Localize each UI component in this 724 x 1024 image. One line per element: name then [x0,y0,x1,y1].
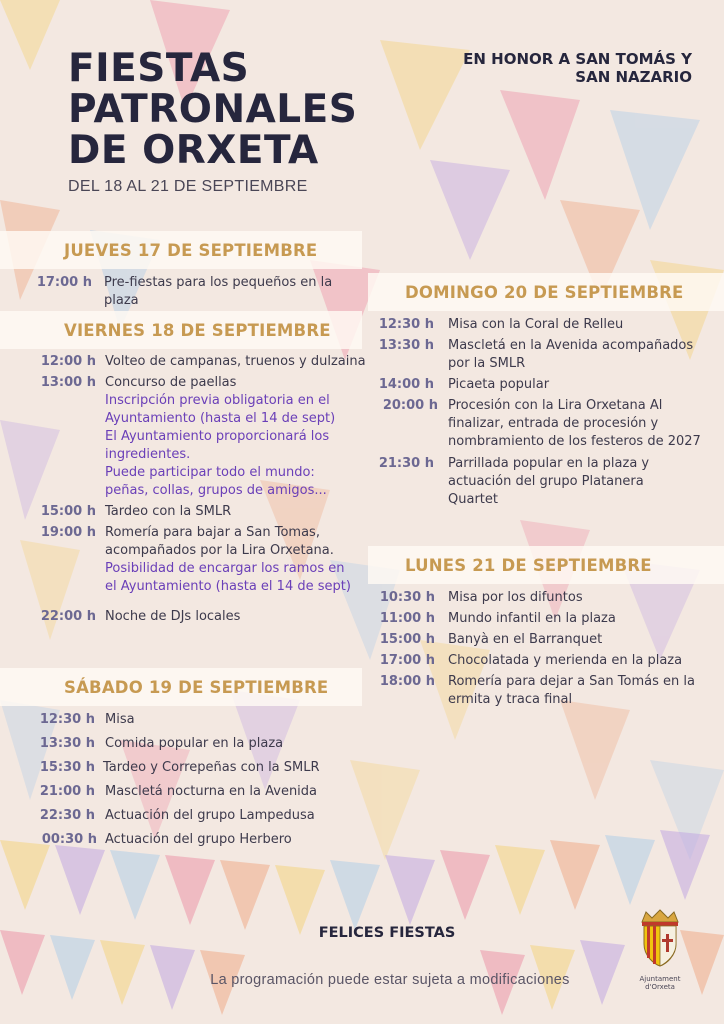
event-item [30,524,368,596]
event-text: Comida popular en la plaza [105,736,284,751]
event-text: Misa [105,712,135,727]
event-item [30,711,360,729]
event-text: Mascletá nocturna en la Avenida [105,784,318,799]
event-text: Tardeo y Correpeñas con la SMLR [103,760,320,775]
event-text: Actuación del grupo Lampedusa [105,808,315,823]
honor-line: SAN NAZARIO [575,68,692,86]
event-text: Actuación del grupo Herbero [105,832,292,847]
event-item [30,759,360,777]
event-time: 17:00 h [36,275,92,290]
day-header-jueves: JUEVES 17 DE SEPTIEMBRE [0,231,362,269]
event-item [30,353,368,371]
event-item [368,631,718,649]
honor-line: EN HONOR A SAN TOMÁS Y [463,50,692,68]
event-time: 10:30 h [379,590,435,605]
events-sabado [30,711,360,852]
event-item [30,831,360,849]
event-text: Romería para dejar a San Tomás en la ermita y traca final [448,674,695,707]
event-text: Parrillada popular en la plaza y actuación del grupo Platanera Quartet [448,456,650,507]
event-time: 21:00 h [39,784,95,799]
event-time: 12:00 h [40,354,96,369]
event-time: 11:00 h [379,611,435,626]
event-item [368,652,718,670]
event-time: 22:30 h [39,808,95,823]
event-text: Mundo infantil en la plaza [448,611,616,626]
event-time: 15:00 h [379,632,435,647]
title-line: FIESTAS [68,46,250,91]
crest-caption [622,975,698,991]
event-time: 12:30 h [39,712,95,727]
town-coat-of-arms-icon [636,908,684,968]
honor-dedication [412,50,692,86]
event-item [368,589,718,607]
crest-caption-line: Ajuntament [639,975,681,983]
event-time: 13:30 h [378,338,434,353]
day-header-sabado: SÁBADO 19 DE SEPTIEMBRE [0,668,362,706]
event-item [368,455,718,509]
event-text: Misa con la Coral de Relleu [448,317,624,332]
event-time: 22:00 h [40,609,96,624]
title-line: PATRONALES [68,87,358,132]
event-text: Tardeo con la SMLR [105,504,232,519]
disclaimer-text: La programación puede estar sujeta a modificaciones [210,972,570,988]
day-header-domingo: DOMINGO 20 DE SEPTIEMBRE [368,273,724,311]
event-time: 13:30 h [39,736,95,751]
event-body [105,374,345,500]
event-item [30,783,360,801]
event-text: Pre-fiestas para los pequeños en la plaza [104,275,333,308]
event-item [368,376,718,394]
event-time: 18:00 h [379,674,435,689]
event-time: 13:00 h [40,375,96,390]
event-text: Noche de DJs locales [105,609,241,624]
felices-fiestas: FELICES FIESTAS [318,925,456,941]
event-item [368,610,718,628]
event-item [368,337,718,373]
event-item [368,397,718,451]
event-time: 19:00 h [40,525,96,540]
day-header-lunes: LUNES 21 DE SEPTIEMBRE [368,546,724,584]
event-body [105,524,351,596]
events-domingo [368,316,718,512]
event-text: Romería para bajar a San Tomas, acompañados por la Lira Orxetana. [105,525,334,558]
event-item [30,735,360,753]
event-time: 14:00 h [378,377,434,392]
crest-caption-line: d'Orxeta [645,983,675,991]
event-note: Posibilidad de encargar los ramos en el Ayuntamiento (hasta el 14 de sept) [105,561,351,594]
event-note: El Ayuntamiento proporcionará los ingredientes. [105,429,330,462]
event-note: Puede participar todo el mundo: peñas, collas, grupos de amigos... [105,465,327,498]
event-text: Concurso de paellas [105,375,237,390]
event-text: Mascletá en la Avenida acompañados por la SMLR [448,338,694,371]
event-time: 21:30 h [378,456,434,471]
event-item [30,503,368,521]
events-jueves [30,274,350,313]
event-time: 17:00 h [379,653,435,668]
events-viernes [30,353,368,629]
poster-title [68,48,398,171]
event-text: Volteo de campanas, truenos y dulzaina [105,354,366,369]
date-range: DEL 18 AL 21 DE SEPTIEMBRE [68,178,308,195]
event-item [30,608,368,626]
event-text: Chocolatada y merienda en la plaza [448,653,683,668]
event-time: 15:30 h [39,760,95,775]
event-text: Procesión con la Lira Orxetana Al finalizar, entrada de procesión y nombramiento de los festeros de 2027 [448,398,701,449]
event-note: Inscripción previa obligatoria en el Ayuntamiento (hasta el 14 de sept) [105,393,336,426]
event-time: 15:00 h [40,504,96,519]
event-time: 12:30 h [378,317,434,332]
event-time: 20:00 h [382,398,438,413]
event-text: Misa por los difuntos [448,590,583,605]
event-item [368,673,718,709]
day-header-viernes: VIERNES 18 DE SEPTIEMBRE [0,311,362,349]
event-text: Banyà en el Barranquet [448,632,603,647]
event-text: Picaeta popular [448,377,550,392]
event-time: 00:30 h [41,832,97,847]
event-item [30,374,368,500]
title-line: DE ORXETA [68,128,319,173]
events-lunes [368,589,718,712]
event-item [30,274,350,310]
event-item [30,807,360,825]
event-item [368,316,718,334]
